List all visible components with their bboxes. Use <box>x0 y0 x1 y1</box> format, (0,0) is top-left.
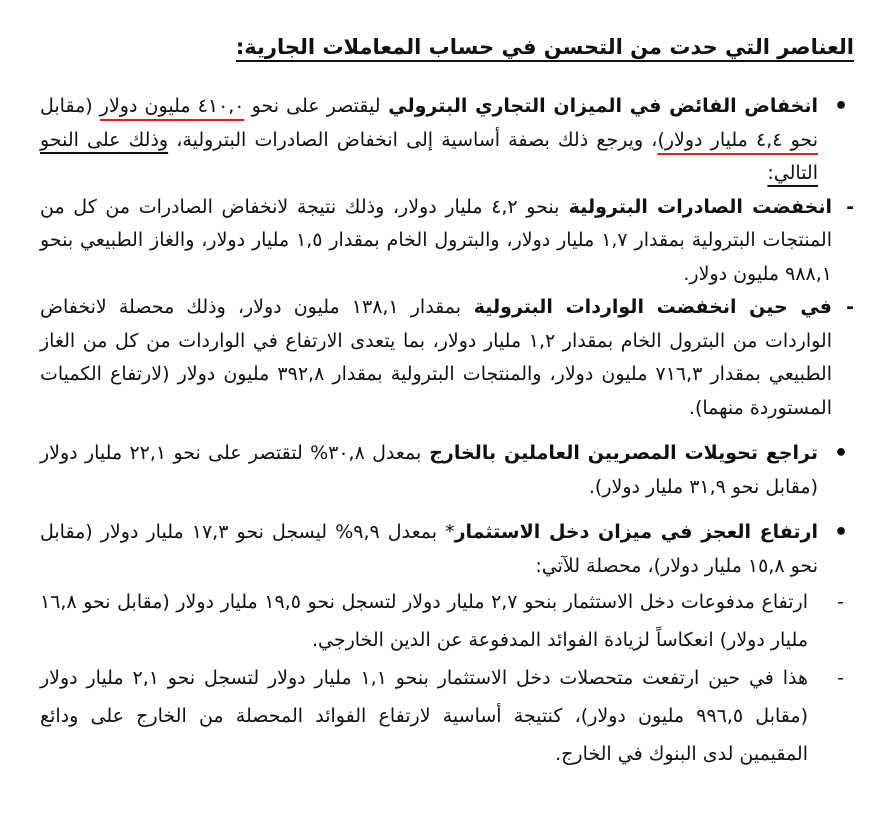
document-body <box>40 90 854 773</box>
bullet-marker: • <box>833 520 848 545</box>
body-text: بمعدل ٣٠,٨% لتقتصر على نحو ٢٢,١ مليار دولار (مقابل نحو ٣١,٩ مليار دولار). <box>40 442 818 498</box>
dash-paragraph <box>40 291 854 425</box>
body-text: بمقدار ١٣٨,١ مليون دولار، وذلك محصلة لانخفاض الواردات من البترول الخام بمقدار ١,٢ مليار دولار، بما يتعدى الارتفاع في الواردات من كل من الغاز الطبيعي بمقدار ٧١٦,٣ مليون دولار، والمنتجات البترولية بمقدار ٣٩٢,٨ مليون دولار (لارتفاع الكميات المستوردة منهما). <box>40 296 832 419</box>
document-page <box>40 30 854 773</box>
bold-text: في حين انخفضت الواردات البترولية <box>461 296 832 318</box>
bold-text: انخفاض الفائض في الميزان التجاري البترولي <box>380 95 818 117</box>
body-text: ليقتصر على نحو <box>244 95 381 117</box>
dash-paragraph <box>40 583 844 659</box>
bullet-paragraph <box>40 516 854 583</box>
bullet-paragraph <box>40 437 854 504</box>
bullet-marker: • <box>833 94 848 119</box>
underlined-text: نحو ٤,٤ مليار دولار) <box>657 128 818 151</box>
underlined-text: وذلك على النحو التالي: <box>40 128 818 184</box>
bullet-paragraph <box>40 90 854 191</box>
body-text: ، ويرجع ذلك بصفة أساسية إلى انخفاض الصادرات البترولية، <box>168 128 658 151</box>
bold-text: تراجع تحويلات المصريين العاملين بالخارج <box>421 442 818 464</box>
body-text: * بمعدل ٩,٩% ليسجل نحو ١٧,٣ مليار دولار (مقابل نحو ١٥,٨ مليار دولار)، محصلة للآتي: <box>40 521 818 577</box>
dash-paragraph <box>40 659 844 773</box>
dash-marker: - <box>846 296 854 318</box>
bold-text: انخفضت الصادرات البترولية <box>559 195 832 218</box>
dash-marker: - <box>837 667 844 689</box>
body-text: (مقابل <box>40 95 100 117</box>
bullet-marker: • <box>833 441 848 466</box>
underlined-text: ٤١٠,٠ مليون دولار <box>99 95 245 117</box>
dash-paragraph <box>40 191 854 292</box>
bold-text: ارتفاع العجز في ميزان دخل الاستثمار <box>454 521 819 543</box>
body-text: ارتفاع مدفوعات دخل الاستثمار بنحو ٢,٧ مليار دولار لتسجل نحو ١٩,٥ مليار دولار (مقابل نحو ١٦,٨ مليار دولار) انعكاساً لزيادة الفوائد المدفوعة عن الدين الخارجي. <box>40 591 808 651</box>
section-heading: العناصر التي حدت من التحسن في حساب المعاملات الجارية: <box>235 35 854 59</box>
body-text: بنحو ٤,٢ مليار دولار، وذلك نتيجة لانخفاض الصادرات من كل من المنتجات البترولية بمقدار ١,٧ مليار دولار، والبترول الخام بمقدار ١,٥ مليار دولار، والغاز الطبيعي بنحو ٩٨٨,١ مليون دولار. <box>40 195 833 285</box>
dash-marker: - <box>837 591 844 613</box>
body-text: هذا في حين ارتفعت متحصلات دخل الاستثمار بنحو ١,١ مليار دولار لتسجل نحو ٢,١ مليار دولار (مقابل ٩٩٦,٥ مليون دولار)، كنتيجة أساسية لارتفاع الفوائد المحصلة من الخارج على ودائع المقيمين لدى البنوك في الخارج. <box>40 667 808 765</box>
dash-marker: - <box>846 195 854 218</box>
